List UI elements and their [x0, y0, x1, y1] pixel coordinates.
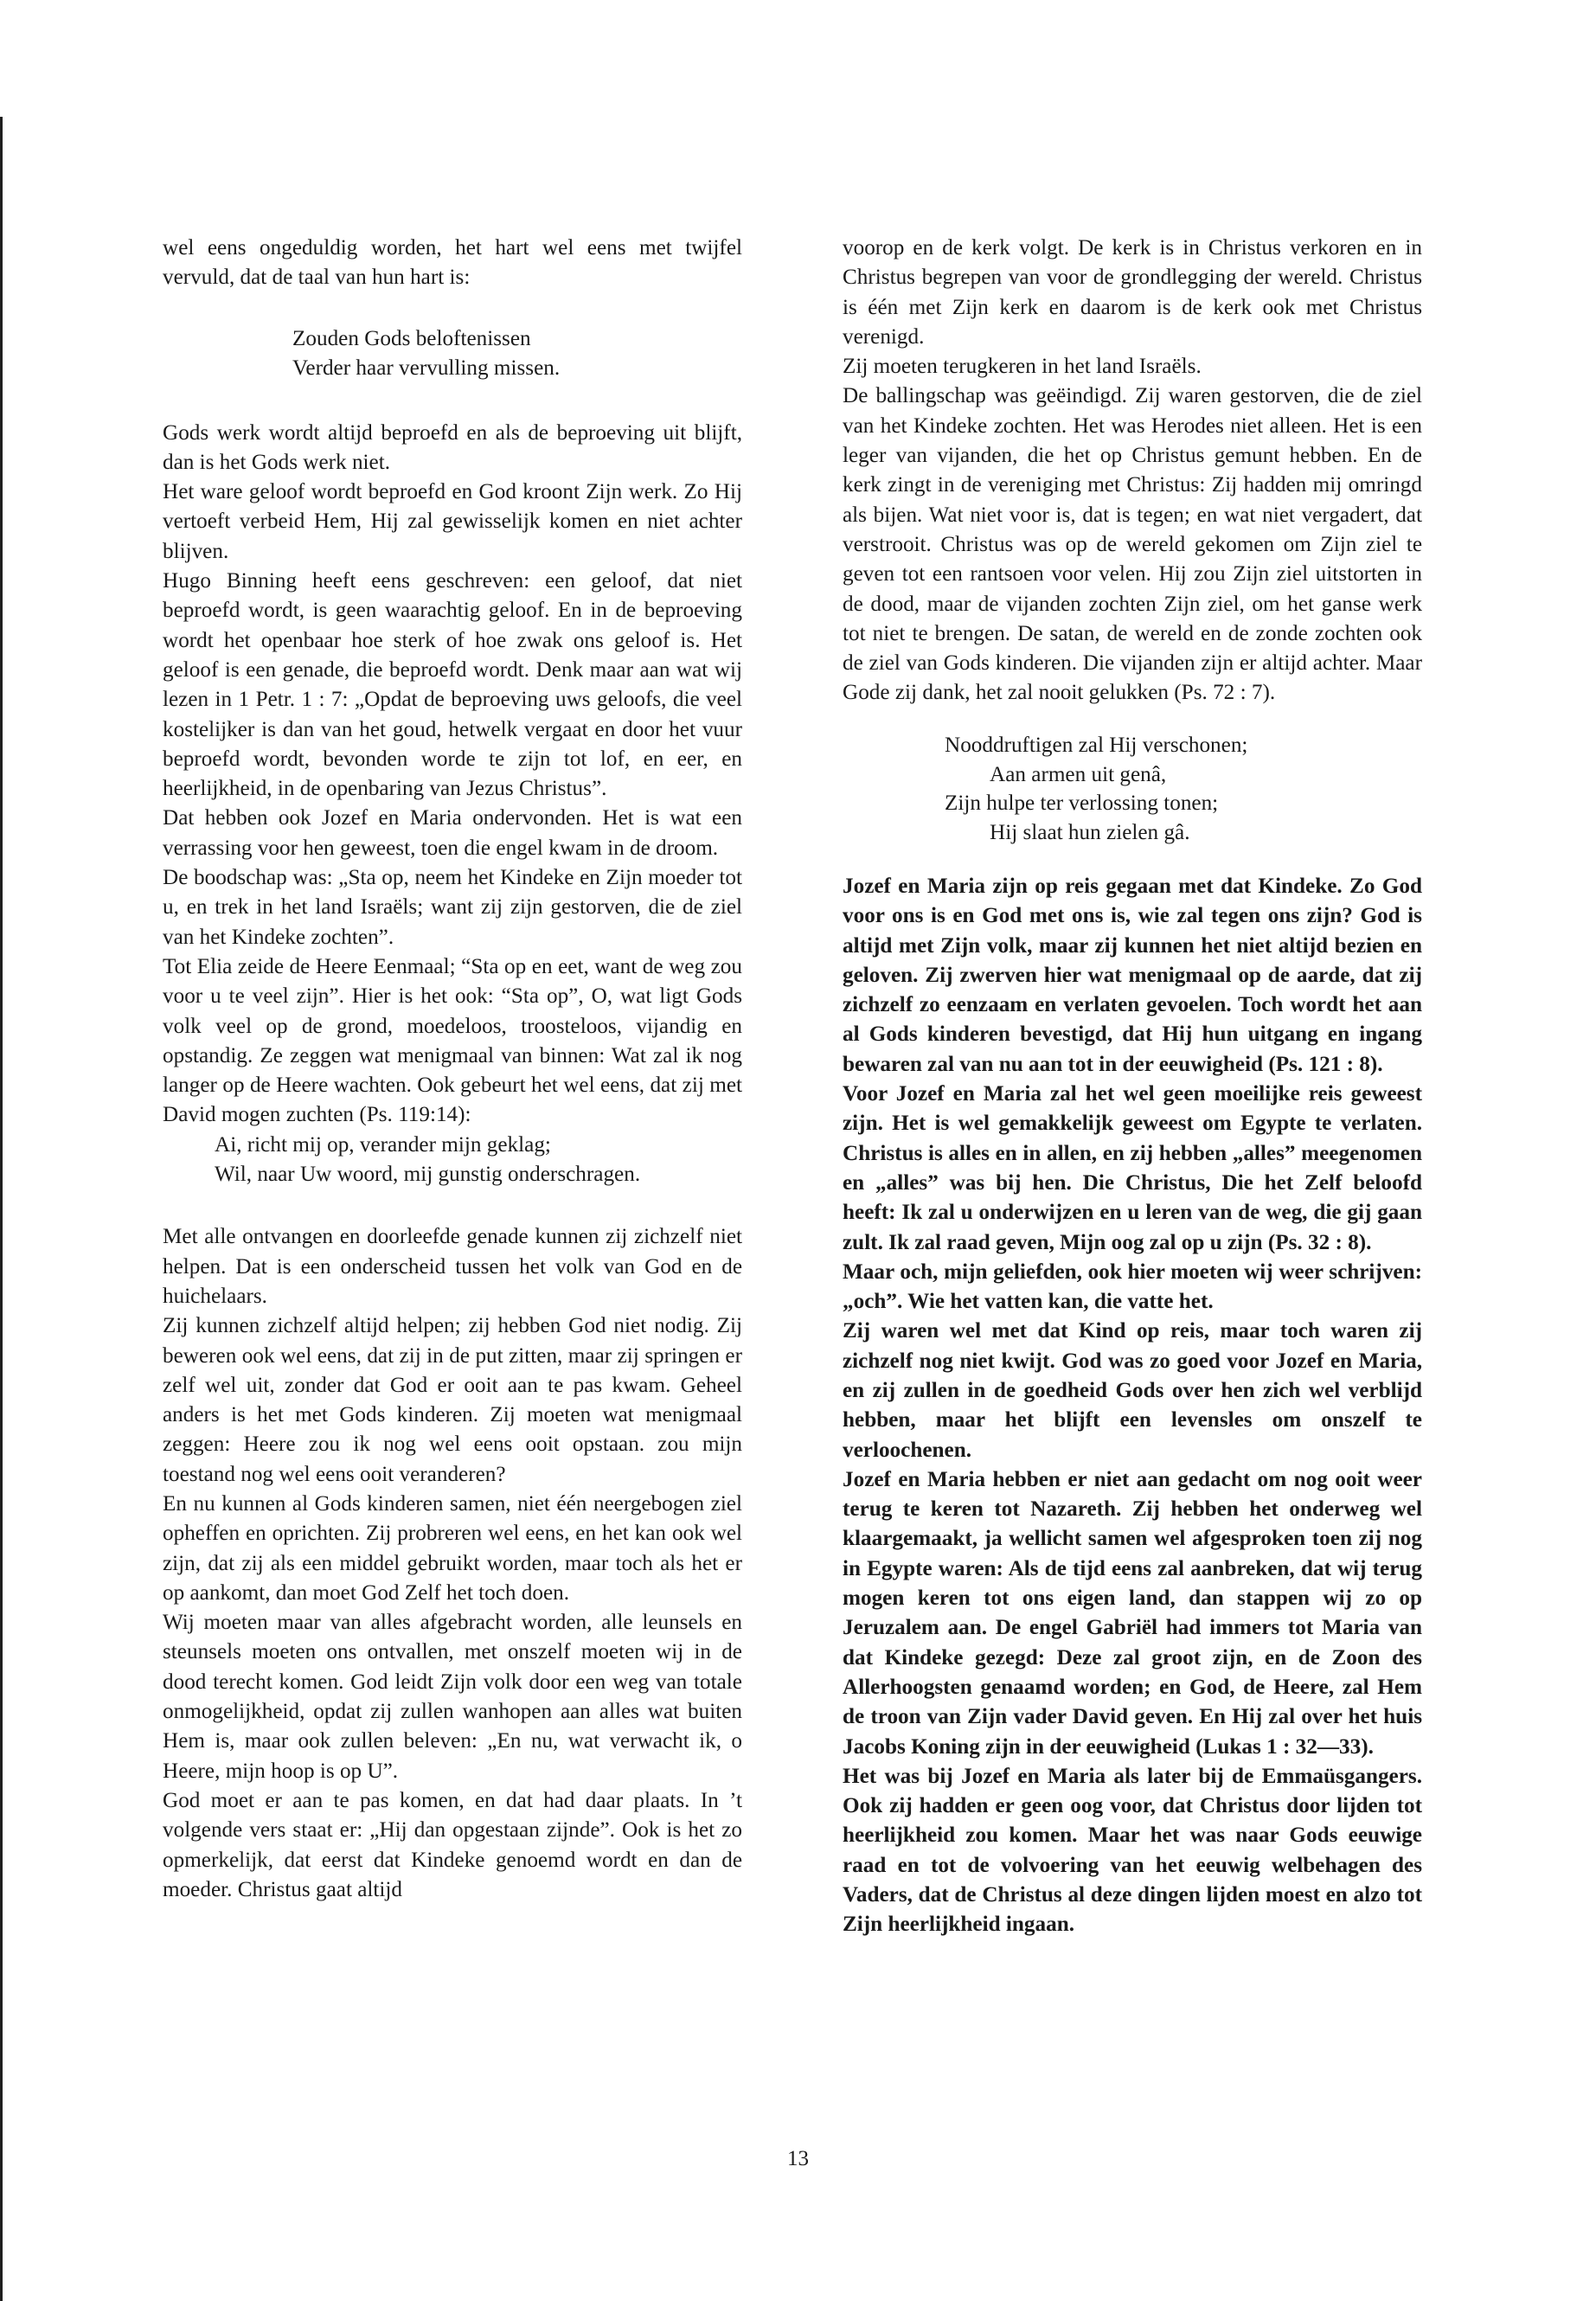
left-paragraph-5: Dat hebben ook Jozef en Maria ondervonden. Het is wat een verrassing voor hen geweest, toen die engel kwam in de droom.: [163, 806, 742, 860]
verse-line: Hij slaat hun zielen gâ.: [990, 821, 1190, 845]
left-verse-1: [163, 324, 742, 384]
left-paragraph-3: Het ware geloof wordt beproefd en God kroont Zijn werk. Zo Hij vertoeft verbeid Hem, Hij zal gewisselijk komen en niet achter blijven.: [163, 480, 742, 563]
left-paragraph-4: Hugo Binning heeft eens geschreven: een geloof, dat niet beproefd wordt, is geen waarachtig geloof. En in de beproeving wordt het openbaar hoe sterk of hoe zwak ons geloof is. Het geloof is een genade, die beproefd wordt. Denk maar aan wat wij lezen in 1 Petr. 1 : 7: „Opdat de beproeving uws geloofs, die veel kostelijker is dan van het goud, hetwelk vergaat en door het vuur beproefd wordt, bevonden worde te zijn tot lof, en eer, en heerlijkheid, in de openbaring van Jezus Christus”.: [163, 569, 742, 801]
right-column: [843, 234, 1422, 1940]
verse-line: Ai, richt mij op, verander mijn geklag;: [215, 1132, 551, 1157]
left-paragraph-8: Met alle ontvangen en doorleefde genade kunnen zij zichzelf niet helpen. Dat is een onderscheid tussen het volk van God en de huichelaars.: [163, 1225, 742, 1308]
right-paragraph-3: De ballingschap was geëindigd. Zij waren gestorven, die de ziel van het Kindeke zochten. Het was Herodes niet alleen. Het is een leger van vijanden, die het op Christus gemunt hebben. En de kerk zingt in de vereniging met Christus: Zij hadden mij omringd als bijen. Wat niet voor is, dat is tegen; en wat niet vergadert, dat verstrooit. Christus was op de wereld gekomen om Zijn ziel te geven tot een rantsoen voor velen. Hij zou Zijn ziel uitstorten in de dood, maar de vijanden zochten Zijn ziel, om het ganse werk tot niet te brengen. De satan, de wereld en de zonde zochten ook de ziel van Gods kinderen. Die vijanden zijn er altijd achter. Maar Gode zij dank, het zal nooit gelukken (Ps. 72 : 7).: [843, 384, 1422, 705]
left-column: [163, 234, 742, 1905]
verse-line: Zijn hulpe ter verlossing tonen;: [945, 792, 1219, 816]
verse-line: Verder haar vervulling missen.: [292, 356, 561, 381]
left-paragraph-11: Wij moeten maar van alles afgebracht worden, alle leunsels en steunsels moeten ons ontvallen, met onszelf moeten wij in de dood terecht komen. God leidt Zijn volk door een weg van totale onmogelijkheid, opdat zij zullen wanhopen aan alles wat buiten Hem is, maar ook zullen beleven: „En nu, wat verwacht ik, o Heere, mijn hoop is op U”.: [163, 1611, 742, 1783]
right-paragraph-5: Voor Jozef en Maria zal het wel geen moeilijke reis geweest zijn. Het is wel gemakkelijk geweest om Egypte te verlaten. Christus is alles en in allen, en zij hebben „alles” meegenomen en „alles” was bij hen. Die Christus, Die het Zelf beloofd heeft: Ik zal u onderwijzen en u leren van de weg, die gij gaan zult. Ik zal raad geven, Mijn oog zal op u zijn (Ps. 32 : 8).: [843, 1082, 1422, 1254]
right-paragraph-6: Maar och, mijn geliefden, ook hier moeten wij weer schrijven: „och”. Wie het vatten kan, die vatte het.: [843, 1259, 1422, 1314]
left-paragraph-1: wel eens ongeduldig worden, het hart wel eens met twijfel vervuld, dat de taal van hun hart is:: [163, 236, 742, 290]
right-verse-1: [843, 731, 1422, 848]
left-paragraph-12: God moet er aan te pas komen, en dat had daar plaats. In ’t volgende vers staat er: „Hij dan opgestaan zijnde”. Ook is het zo opmerkelijk, dat eerst dat Kindeke genoemd wordt en dan de moeder. Christus gaat altijd: [163, 1788, 742, 1901]
page-number: 13: [787, 2147, 809, 2170]
verse-line: Nooddruftigen zal Hij verschonen;: [945, 733, 1248, 757]
verse-line: Wil, naar Uw woord, mij gunstig onderschragen.: [215, 1163, 641, 1187]
right-paragraph-2: Zij moeten terugkeren in het land Israëls.: [843, 355, 1202, 379]
right-paragraph-4: Jozef en Maria zijn op reis gegaan met dat Kindeke. Zo God voor ons is en God met ons is, wie zal tegen ons zijn? God is altijd met Zijn volk, maar zij kunnen het niet altijd bezien en geloven. Zij zwerven hier wat menigmaal op de aarde, dat zij zichzelf zo eenzaam en verlaten gevoelen. Toch wordt het aan al Gods kinderen bevestigd, dat Hij hun uitgang en ingang bewaren zal van nu aan tot in der eeuwigheid (Ps. 121 : 8).: [843, 874, 1422, 1076]
scan-left-edge: [0, 117, 3, 2301]
left-paragraph-10: En nu kunnen al Gods kinderen samen, niet één neergebogen ziel opheffen en oprichten. Zij probreren wel eens, en het kan ook wel zijn, dat zij als een middel gebruikt worden, maar toch als het er op aankomt, dan moet God Zelf het toch doen.: [163, 1491, 742, 1605]
scan-top-margin: [0, 0, 1596, 117]
right-paragraph-7: Zij waren wel met dat Kind op reis, maar toch waren zij zichzelf nog niet kwijt. God was zo goed voor Jozef en Maria, en zij zullen in de goedheid Gods over hen zich wel verblijd hebben, maar het blijft een levensles om onszelf te verloochenen.: [843, 1319, 1422, 1462]
right-paragraph-8: Jozef en Maria hebben er niet aan gedacht om nog ooit weer terug te keren tot Nazareth. Zij hebben het onderweg wel klaargemaakt, ja wellicht samen wel afgesproken toen zij nog in Egypte waren: Als de tijd eens zal aanbreken, dat wij terug mogen keren tot ons eigen land, dan stappen wij zo op Jeruzalem aan. De engel Gabriël had immers tot Maria van dat Kindeke gezegd: Deze zal groot zijn, en de Zoon des Allerhoogsten genaamd worden; en God, de Heere, zal Hem de troon van Zijn vader David geven. En Hij zal over het huis Jacobs Koning zijn in der eeuwigheid (Lukas 1 : 32—33).: [843, 1467, 1422, 1759]
left-paragraph-2: Gods werk wordt altijd beproefd en als de beproeving uit blijft, dan is het Gods werk niet.: [163, 420, 742, 474]
verse-line: Aan armen uit genâ,: [990, 762, 1167, 786]
left-paragraph-7: Tot Elia zeide de Heere Eenmaal; “Sta op en eet, want de weg zou voor u te veel zijn”. Hier is het ook: “Sta op”, O, wat ligt Gods volk veel op de grond, moedeloos, troosteloos, vijandig en opstandig. Ze zeggen wat menigmaal van binnen: Wat zal ik nog langer op de Heere wachten. Ook gebeurt het wel eens, dat zij met David mogen zuchten (Ps. 119:14):: [163, 954, 742, 1127]
left-paragraph-6: De boodschap was: „Sta op, neem het Kindeke en Zijn moeder tot u, en trek in het land Israëls; want zij zijn gestorven, die de ziel van het Kindeke zochten”.: [163, 866, 742, 949]
right-paragraph-9: Het was bij Jozef en Maria als later bij de Emmaüsgangers. Ook zij hadden er geen oog voor, dat Christus door lijden tot heerlijkheid zou komen. Maar het was naar Gods eeuwige raad en tot de volvoering van het eeuwig welbehagen des Vaders, dat de Christus al deze dingen lijden moest en alzo tot Zijn heerlijkheid ingaan.: [843, 1764, 1422, 1937]
left-verse-2: [163, 1131, 742, 1190]
left-paragraph-9: Zij kunnen zichzelf altijd helpen; zij hebben God niet nodig. Zij beweren ook wel eens, dat zij in de put zitten, maar zij springen er zelf wel uit, zonder dat God er ooit aan te pas kwam. Geheel anders is het met Gods kinderen. Zij moeten wat menigmaal zeggen: Heere zou ik nog wel eens ooit opstaan. zou mijn toestand nog wel eens ooit veranderen?: [163, 1314, 742, 1486]
verse-line: Zouden Gods beloftenissen: [292, 326, 531, 350]
right-paragraph-1: voorop en de kerk volgt. De kerk is in Christus verkoren en in Christus begrepen van voor de grondlegging der wereld. Christus is één met Zijn kerk en daarom is de kerk ook met Christus verenigd.: [843, 236, 1422, 349]
